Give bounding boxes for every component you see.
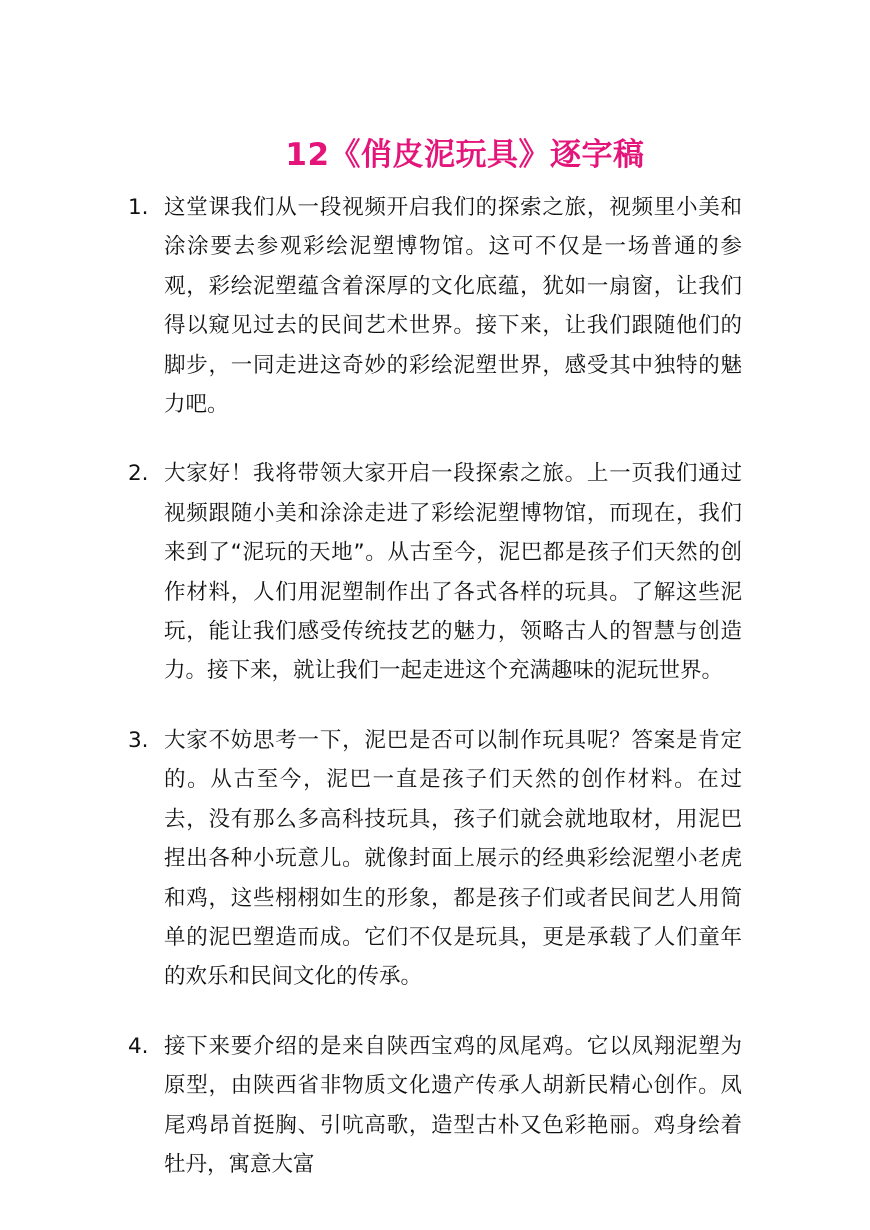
list-item [128, 1027, 742, 1185]
item-number: 3. [128, 727, 149, 753]
paragraph-text: 接下来要介绍的是来自陕西宝鸡的凤尾鸡。它以凤翔泥塑为原型，由陕西省非物质文化遗产传承人胡新民精心创作。凤尾鸡昂首挺胸、引吭高歌，造型古朴又色彩艳丽。鸡身绘着牡丹，寓意大富 [164, 1033, 742, 1177]
item-number: 1. [128, 195, 149, 220]
paragraph-text: 这堂课我们从一段视频开启我们的探索之旅，视频里小美和涂涂要去参观彩绘泥塑博物馆。这可不仅是一场普通的参观，彩绘泥塑蕴含着深厚的文化底蕴，犹如一扇窗，让我们得以窥见过去的民间艺术世界。接下来，让我们跟随他们的脚步，一同走进这奇妙的彩绘泥塑世界，感受其中独特的魅力吧。 [164, 195, 742, 418]
paragraph-text: 大家不妨思考一下，泥巴是否可以制作玩具呢？答案是肯定的。从古至今，泥巴一直是孩子们天然的创作材料。在过去，没有那么多高科技玩具，孩子们就会就地取材，用泥巴捏出各种小玩意儿。就像封面上展示的经典彩绘泥塑小老虎和鸡，这些栩栩如生的形象，都是孩子们或者民间艺人用简单的泥巴塑造而成。它们不仅是玩具，更是承载了人们童年的欢乐和民间文化的传承。 [164, 727, 742, 990]
list-item [128, 454, 742, 690]
list-item [128, 721, 742, 997]
item-number: 4. [128, 1033, 149, 1059]
paragraph-text: 大家好！我将带领大家开启一段探索之旅。上一页我们通过视频跟随小美和涂涂走进了彩绘泥塑博物馆，而现在，我们来到了“泥玩的天地”。从古至今，泥巴都是孩子们天然的创作材料，人们用泥塑制作出了各式各样的玩具。了解这些泥玩，能让我们感受传统技艺的魅力，领略古人的智慧与创造力。接下来，就让我们一起走进这个充满趣味的泥玩世界。 [164, 461, 742, 684]
paragraph-list [128, 188, 742, 1214]
document-title: 12《俏皮泥玩具》逐字稿 [285, 136, 645, 173]
item-number: 2. [128, 461, 149, 487]
list-item [128, 188, 742, 424]
